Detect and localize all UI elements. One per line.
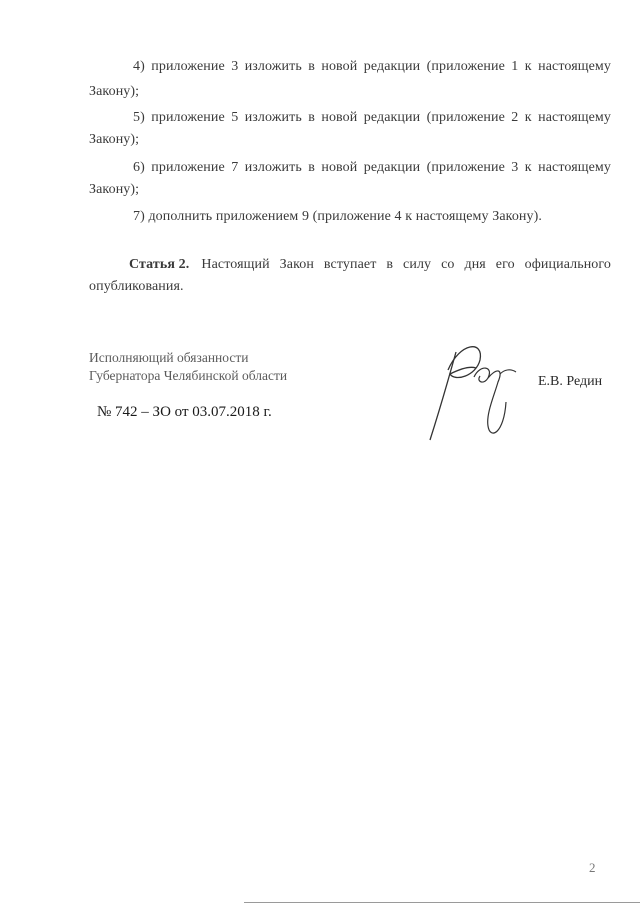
- page-number: 2: [589, 860, 596, 875]
- signature-title-line-2: Губернатора Челябинской области: [89, 368, 288, 383]
- document-number: № 742 – ЗО от 03.07.2018 г.: [97, 404, 272, 420]
- article-2-text-1: Настоящий Закон вступает в силу со дня его официального: [201, 257, 611, 272]
- item-5-line-2: Закону);: [89, 132, 140, 147]
- item-6-line-2: Закону);: [89, 182, 140, 197]
- signer-name: Е.В. Редин: [538, 374, 603, 389]
- item-6-line-1: 6) приложение 7 изложить в новой редакции (приложение 3 к настоящему: [133, 160, 611, 175]
- item-4-line-2: Закону);: [89, 84, 140, 99]
- handwritten-signature: [400, 330, 530, 450]
- article-2-line-2: опубликования.: [89, 279, 184, 294]
- article-2-line-1: [129, 257, 611, 273]
- item-7-line-1: 7) дополнить приложением 9 (приложение 4 к настоящему Закону).: [133, 209, 542, 224]
- signature-title-line-1: Исполняющий обязанности: [89, 350, 249, 365]
- item-5-line-1: 5) приложение 5 изложить в новой редакции (приложение 2 к настоящему: [133, 110, 611, 125]
- article-2-heading: Статья 2.: [129, 257, 190, 272]
- bottom-scan-edge: [244, 902, 640, 903]
- item-4-line-1: 4) приложение 3 изложить в новой редакции (приложение 1 к настоящему: [133, 59, 611, 74]
